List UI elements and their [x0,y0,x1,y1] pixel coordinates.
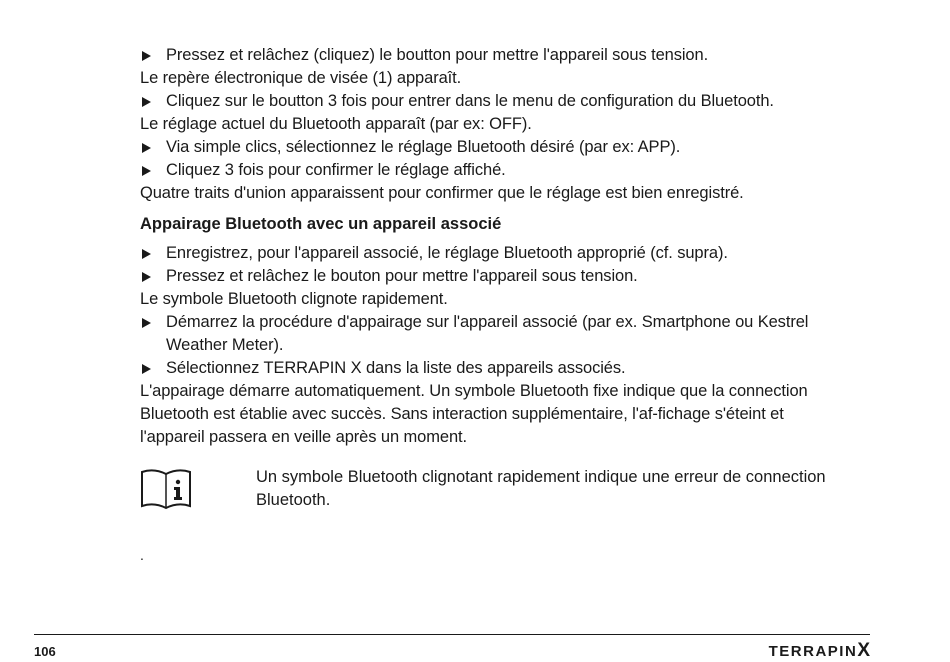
document-body [140,44,880,449]
brand-name: TERRAPIN [768,643,858,660]
paragraph-line: Le symbole Bluetooth clignote rapidement. [140,290,448,308]
bullet-triangle-icon [142,249,151,259]
note-text: Un symbole Bluetooth clignotant rapidement indique une erreur de connection Bluetooth. [256,468,826,509]
info-book-icon [140,466,192,512]
bullet-triangle-icon [142,364,151,374]
bullet-item: Pressez et relâchez le bouton pour mettre l'appareil sous tension. [140,265,880,288]
bullet-item: Via simple clics, sélectionnez le réglage Bluetooth désiré (par ex: APP). [140,136,880,159]
bullet-triangle-icon [142,51,151,61]
bullet-item: Enregistrez, pour l'appareil associé, le réglage Bluetooth approprié (cf. supra). [140,242,880,265]
bullet-item: Pressez et relâchez (cliquez) le boutton pour mettre l'appareil sous tension. [140,44,880,67]
section-bluetooth-pairing [140,242,880,449]
section-heading: Appairage Bluetooth avec un appareil associé [140,215,502,233]
brand-logo [769,640,870,662]
bullet-item: Cliquez sur le boutton 3 fois pour entrer dans le menu de configuration du Bluetooth. [140,90,880,113]
bullet-item: Sélectionnez TERRAPIN X dans la liste des appareils associés. [140,357,880,380]
bullet-triangle-icon [142,272,151,282]
info-note [140,466,880,526]
page-number: 106 [34,644,56,659]
bullet-triangle-icon [142,166,151,176]
bullet-triangle-icon [142,143,151,153]
bullet-triangle-icon [142,97,151,107]
paragraph-line: L'appairage démarre automatiquement. Un symbole Bluetooth fixe indique que la connection Bluetooth est établie avec succès. Sans interaction supplémentaire, l'af-fichage s'éteint et l'appareil passera en veille après un moment. [140,382,808,446]
bullet-item: Cliquez 3 fois pour confirmer le réglage affiché. [140,159,880,182]
paragraph-line: Quatre traits d'union apparaissent pour confirmer que le réglage est bien enregistré. [140,184,744,202]
paragraph-line: Le repère électronique de visée (1) apparaît. [140,69,462,87]
stray-mark: . [140,547,144,563]
section-power-config [140,44,880,205]
footer-divider [34,634,870,635]
paragraph-line: Le réglage actuel du Bluetooth apparaît (par ex: OFF). [140,115,532,133]
bullet-item: Démarrez la procédure d'appairage sur l'appareil associé (par ex. Smartphone ou Kestrel Weather Meter). [140,311,866,357]
brand-suffix: X [857,640,870,661]
bullet-triangle-icon [142,318,151,328]
